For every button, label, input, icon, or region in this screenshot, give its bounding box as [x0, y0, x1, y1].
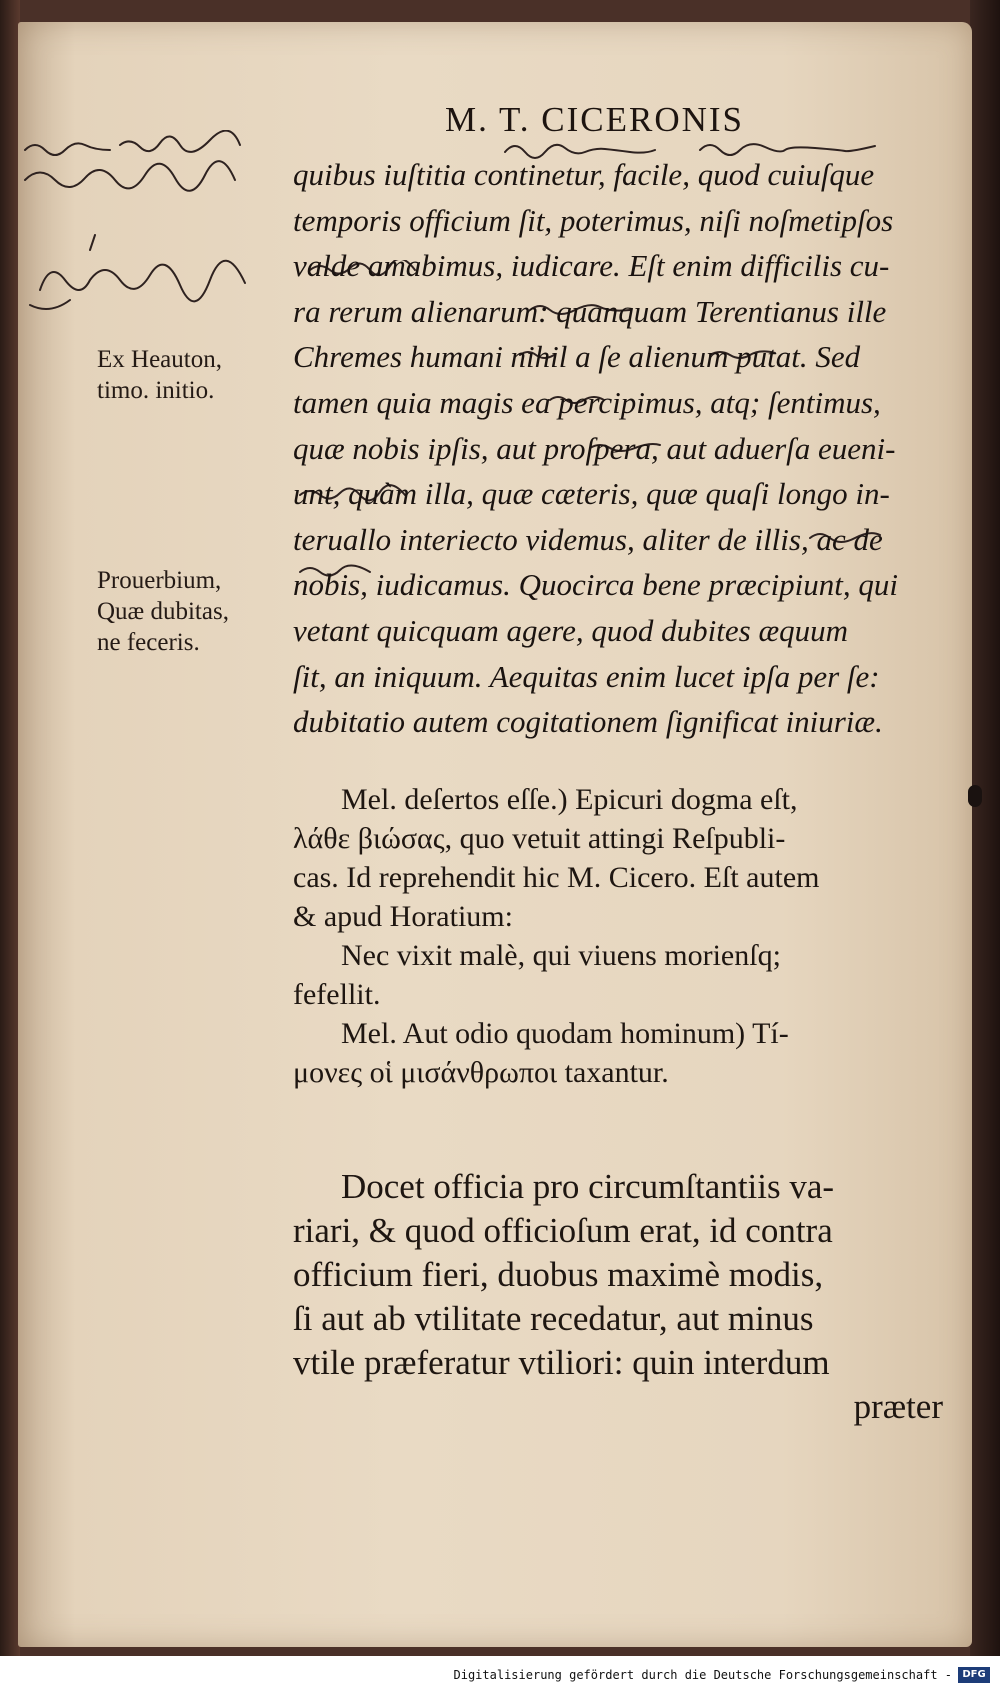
main-text-line: vetant quicquam agere, quod dubites æquum: [293, 612, 849, 648]
binding-right-edge: [970, 0, 1000, 1690]
paper-blemish: [968, 785, 982, 807]
main-text-line: quæ nobis ipſis, aut proſpera, aut aduerſa eueni-: [293, 430, 896, 466]
commentary-line: ſi aut ab vtilitate recedatur, aut minus: [293, 1299, 814, 1338]
commentary-line: vtile præferatur vtiliori: quin interdum: [293, 1343, 830, 1382]
marginal-note-line: timo. initio.: [97, 377, 215, 404]
handwritten-annotation-left-top: [20, 130, 300, 330]
marginal-note-heauton: [97, 344, 222, 406]
main-text-line: nobis, iudicamus. Quocirca bene præcipiunt, qui: [293, 567, 899, 603]
catchword: præter: [853, 1387, 943, 1426]
commentary-line: λάθε βιώσας, quo vetuit attingi Reſpubli-: [293, 822, 786, 855]
footer-credit-bar: [0, 1656, 1000, 1690]
commentary-line: Docet officia pro circumſtantiis va-: [341, 1167, 835, 1206]
marginal-note-line: Ex Heauton,: [97, 346, 222, 373]
main-text-line: teruallo interiecto videmus, aliter de illis, ac de: [293, 521, 883, 557]
marginal-note-line: ne feceris.: [97, 629, 200, 656]
dfg-credit-text: Digitalisierung gefördert durch die Deutsche Forschungsgemeinschaft -: [453, 1668, 952, 1682]
commentary-line: officium fieri, duobus maximè modis,: [293, 1255, 824, 1294]
commentary-block-2: [293, 1165, 943, 1429]
marginal-note-line: Prouerbium,: [97, 567, 222, 594]
main-text-line: Chremes humani nihil a ſe alienum putat. Sed: [293, 339, 861, 375]
commentary-line: Nec vixit malè, qui viuens morienſq;: [341, 939, 781, 972]
marginal-note-line: Quæ dubitas,: [97, 598, 229, 625]
commentary-line: & apud Horatium:: [293, 900, 513, 933]
commentary-line: cas. Id reprehendit hic M. Cicero. Eſt autem: [293, 861, 820, 894]
main-text-block: [293, 152, 953, 745]
binding-left-edge: [0, 0, 20, 1690]
commentary-line: Mel. Aut odio quodam hominum) Tí-: [341, 1017, 789, 1050]
running-header: M. T. CICERONIS: [445, 100, 745, 139]
main-text-line: dubitatio autem cogitationem ſignificat iniuriæ.: [293, 704, 883, 740]
commentary-line: fefellit.: [293, 978, 381, 1011]
main-text-line: ra rerum alienarum: quanquam Terentianus ille: [293, 293, 887, 329]
commentary-line: Mel. deſertos eſſe.) Epicuri dogma eſt,: [341, 783, 798, 816]
commentary-line: riari, & quod officioſum erat, id contra: [293, 1211, 833, 1250]
main-text-line: temporis officium ſit, poterimus, niſi noſmetipſos: [293, 202, 894, 238]
marginal-note-proverb: [97, 565, 229, 658]
main-text-line: tamen quia magis ea percipimus, atq; ſentimus,: [293, 384, 881, 420]
main-text-line: valde amabimus, iudicare. Eſt enim difficilis cu-: [293, 248, 890, 284]
main-text-line: ſit, an iniquum. Aequitas enim lucet ipſa per ſe:: [293, 658, 880, 694]
main-text-line: quibus iuſtitia continetur, facile, quod cuiuſque: [293, 157, 875, 192]
main-text-line: unt, quàm illa, quæ cæteris, quæ quaſi longo in-: [293, 476, 890, 512]
dfg-logo: DFG: [958, 1667, 990, 1683]
commentary-block-1: [293, 780, 943, 1092]
commentary-line: μονες οἱ μισάνθρωποι taxantur.: [293, 1056, 669, 1089]
